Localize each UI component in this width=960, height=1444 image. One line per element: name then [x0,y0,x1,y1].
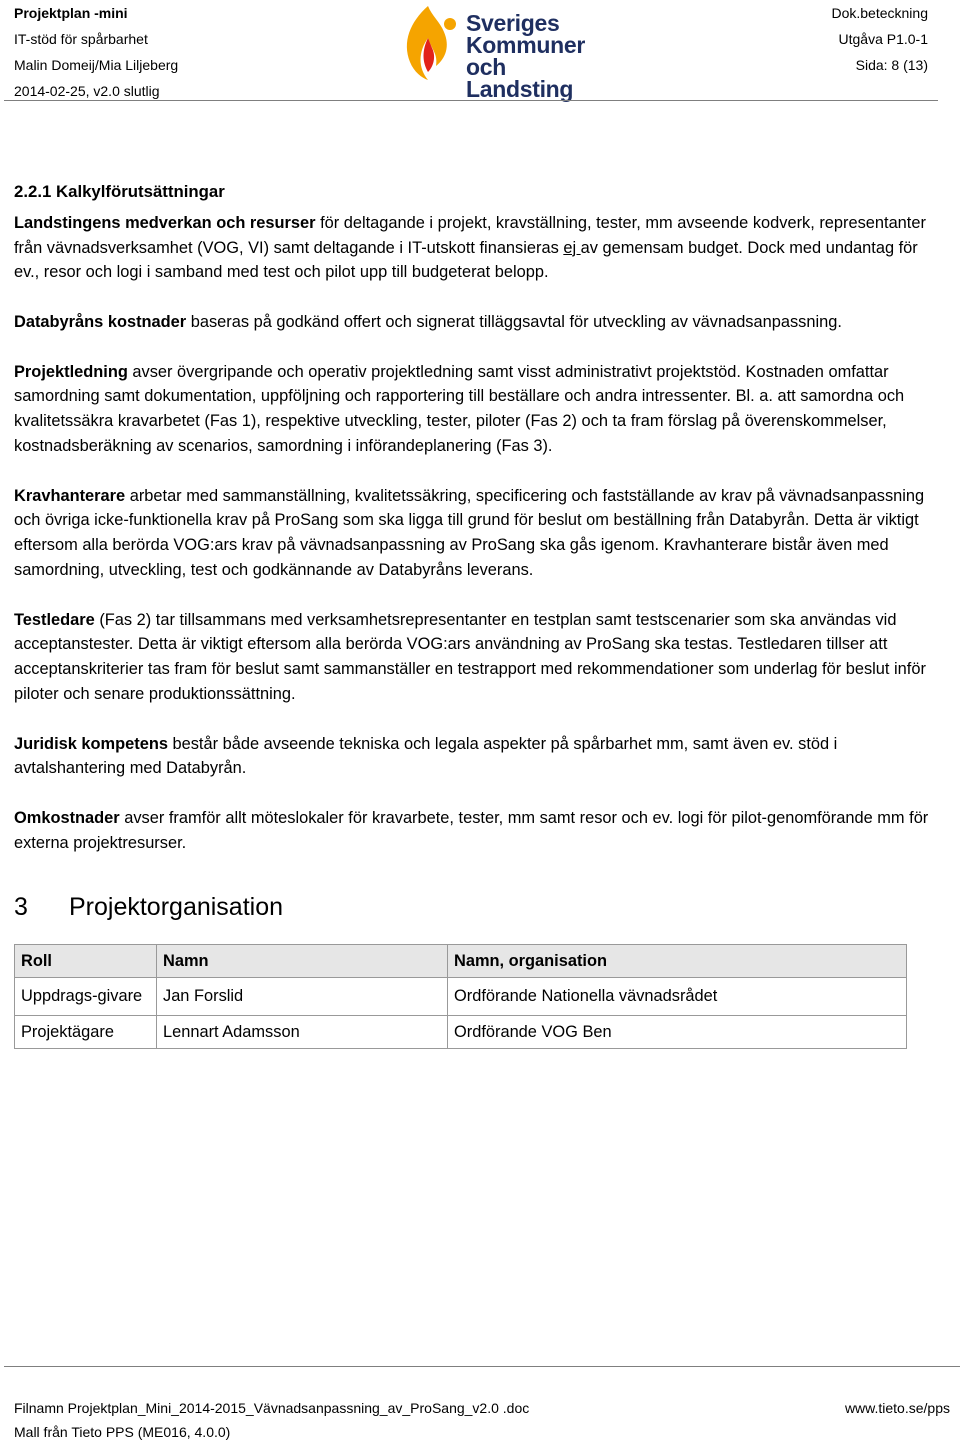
column-header: Namn, organisation [448,944,907,977]
table-cell: Jan Forslid [157,977,448,1015]
term: Juridisk kompetens [14,734,168,753]
table-header-row [15,944,907,977]
paragraph-omkostnader [14,806,934,856]
doc-edition: Utgåva P1.0-1 [838,31,928,47]
term: Omkostnader [14,808,120,827]
footer-url[interactable]: www.tieto.se/pps [844,1400,950,1416]
paragraph-databyran [14,310,934,335]
section-heading-3 [14,892,934,922]
text: avser framför allt möteslokaler för kravarbete, tester, mm samt resor och ev. logi för pilot-genomförande mm för externa projektresurser. [14,808,929,852]
doc-subtitle: IT-stöd för spårbarhet [14,31,148,47]
skl-logo [388,2,598,102]
logo-line: Sveriges [466,10,560,36]
text: består både avseende tekniska och legala aspekter på spårbarhet mm, samt även ev. stöd i avtalshantering med Databyrån. [14,734,838,778]
flame-icon [388,2,468,84]
table-cell: Ordförande VOG Ben [448,1015,907,1048]
table-cell: Uppdrags-givare [15,977,157,1015]
term: Kravhanterare [14,486,126,505]
text: för deltagande i projekt, kravställning, tester, mm avseende kodverk, representanter från vävnadsverksamhet (VOG, VI) samt deltagande i IT-utskott finansieras [14,213,926,257]
text: arbetar med sammanställning, kvalitetssäkring, specificering och fastställande av krav på vävnadsanpassning och övriga icke-funktionella krav på ProSang som ska ligga till grund för beslut om beställning från Databyrån. Detta är viktigt eftersom alla berörda VOG:ars krav på vävnadsanpassning av ProSang ska gås igenom. Kravhanterare bistår även med samordning, utveckling, test och godkännande av Databyråns leverans. [14,486,925,579]
doc-date-version: 2014-02-25, v2.0 slutlig [14,83,160,99]
term: Projektledning [14,362,128,381]
paragraph-projektledning [14,360,934,459]
doc-label: Dok.beteckning [831,5,928,21]
section-number: 3 [14,892,28,921]
page-header [0,0,960,102]
footer-template: Mall från Tieto PPS (ME016, 4.0.0) [14,1424,231,1440]
underlined-text: ej [563,238,581,257]
section-heading-221: 2.2.1 Kalkylförutsättningar [14,182,225,201]
footer-filename: Filnamn Projektplan_Mini_2014-2015_Vävnadsanpassning_av_ProSang_v2.0 .doc [14,1400,530,1416]
text: avser övergripande och operativ projektledning samt visst administrativt projektstöd. Kostnaden omfattar samordning samt dokumentation, uppföljning och rapportering till beställare och andra intressenter. Bl. a. att samordna och kvalitetssäkra kravarbetet (Fas 1), respektive utveckling, tester, piloter (Fas 2) och ta fram förslag på överenskommelser, kostnadsberäkning av scenarios, samordning i införandeplanering (Fas 3). [14,362,905,455]
term: Landstingens medverkan och resurser [14,213,316,232]
text: (Fas 2) tar tillsammans med verksamhetsrepresentanter en testplan samt testscenarier som ska användas vid acceptanstester. Detta är viktigt eftersom alla berörda VOG:ars användning av ProSang ska testas. Testledaren tillser att acceptanskriterier tas fram för beslut samt sammanställer en testrapport med rekommendationer som underlag för beslut inför piloter och senare produktionssättning. [14,610,926,703]
text: av gemensam budget. Dock med undantag för ev., resor och logi i samband med test och pilot upp till budgeterat belopp. [14,238,918,282]
header-divider [4,100,938,101]
section-title: Projektorganisation [69,892,284,921]
column-header: Roll [15,944,157,977]
text: baseras på godkänd offert och signerat tilläggsavtal för utveckling av vävnadsanpassning. [186,312,842,331]
paragraph-kravhanterare [14,484,934,583]
table-row [15,977,907,1015]
term: Testledare [14,610,95,629]
paragraph-testledare [14,608,934,707]
paragraph-juridisk [14,732,934,782]
term: Databyråns kostnader [14,312,187,331]
table-cell: Ordförande Nationella vävnadsrådet [448,977,907,1015]
logo-line: Kommuner [466,32,586,58]
page-number: Sida: 8 (13) [855,57,928,73]
logo-wordmark [466,12,598,100]
table-row [15,1015,907,1048]
table-cell: Lennart Adamsson [157,1015,448,1048]
header-left [14,0,178,104]
page-content [14,180,934,1049]
table-cell: Projektägare [15,1015,157,1048]
organisation-table [14,944,907,1049]
doc-authors: Malin Domeij/Mia Liljeberg [14,57,179,73]
footer-divider [4,1366,960,1367]
header-right [831,0,928,78]
paragraph-landsting [14,211,934,285]
column-header: Namn [157,944,448,977]
doc-title: Projektplan -mini [14,5,128,21]
logo-line: och Landsting [466,54,574,102]
page-footer [14,1396,529,1444]
